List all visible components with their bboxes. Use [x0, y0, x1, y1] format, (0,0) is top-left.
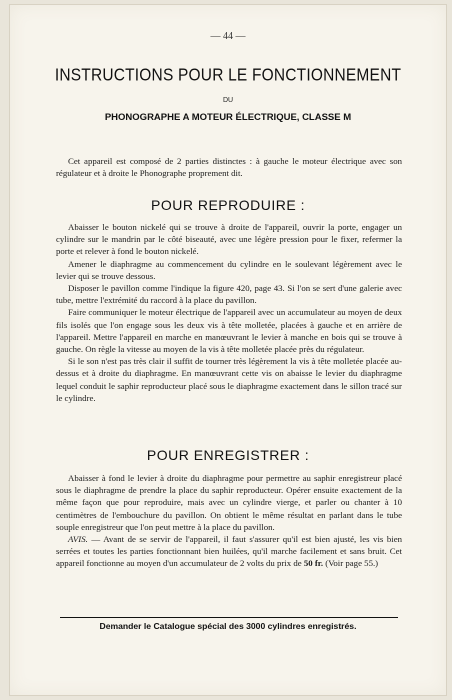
intro-block: [56, 155, 402, 179]
footer-divider: [60, 617, 398, 618]
avis-page-ref: (Voir page 55.): [323, 558, 379, 569]
title-connector: DU: [222, 97, 234, 104]
avis-paragraph: [56, 533, 402, 570]
avis-text: — Avant de se servir de l'appareil, il faut s'assurer qu'il est bien ajusté, les vis bien serrées et toutes les parties fonctionnant bien huilées, qu'il marche facilement et sans bruit. Cet appareil fonctionne au moyen d'un accumulateur de 2 volts du prix de: [56, 534, 402, 569]
heading-reproduire: POUR REPRODUIRE :: [151, 197, 305, 213]
avis-label: AVIS.: [68, 534, 88, 545]
reproduire-paragraph: Amener le diaphragme au commencement du cylindre en le soulevant légèrement avec le levier qui se trouve dessous.: [56, 258, 402, 281]
reproduire-paragraph: Abaisser le bouton nickelé qui se trouve à droite de l'appareil, ouvrir la porte, engager un cylindre sur le mandrin par le côté biseauté, avec une légère pression pour le fixer, refermer la porte et relever à fond le bouton nickelé.: [56, 222, 402, 257]
intro-paragraph: Cet appareil est composé de 2 parties distinctes : à gauche le moteur électrique avec son régulateur et à droite le Phonographe proprement dit.: [56, 156, 402, 179]
reproduire-paragraph: Si le son n'est pas très clair il suffit de tourner très légèrement la vis à tête molletée placée au-dessus et à droite du diaphragme. En manœuvrant cette vis on abaisse le levier du diaphragme lequel conduit le saphir reproducteur placé sous le diaphragme exactement dans le sillon tracé sur le cylindre.: [56, 356, 402, 403]
reproduire-paragraph: Faire communiquer le moteur électrique de l'appareil avec un accumulateur au moyen de deux fils isolés que l'on engage sous les deux vis à tête molletée, placées à gauche et en arrière de l'appareil. Mettre l'appareil en marche en manœuvrant le levier à manche en bois qui se trouve à gauche. On règle la vitesse au moyen de la vis à tête molletée placée près du régulateur.: [56, 307, 402, 355]
subtitle: PHONOGRAPHE A MOTEUR ÉLECTRIQUE, CLASSE M: [104, 112, 352, 123]
footer-note: Demander le Catalogue spécial des 3000 cylindres enregistrés.: [99, 621, 357, 631]
avis-price: 50 fr.: [303, 558, 324, 569]
reproduire-paragraph: Disposer le pavillon comme l'indique la figure 420, page 43. Si l'on se sert d'une galerie avec tube, mettre l'extrémité du raccord à la place du pavillon.: [56, 283, 402, 306]
page-number: — 44 —: [210, 31, 246, 42]
enregistrer-paragraph: Abaisser à fond le levier à droite du diaphragme pour permettre au saphir enregistreur placé sous le diaphragme de prendre la place du saphir reproducteur. Opérer ensuite exactement de la même façon que pour reproduire, mais avec un cylindre vierge, et parler ou chanter à 10 centimètres de l'embouchure du pavillon. On obtient le même résultat en parlant dans le tube souple enregistreur que l'on peut mettre à la place du pavillon.: [56, 473, 402, 532]
reproduire-block: [56, 221, 402, 404]
document-page: [9, 4, 447, 696]
enregistrer-block: [56, 472, 402, 570]
main-title: INSTRUCTIONS POUR LE FONCTIONNEMENT: [54, 65, 402, 86]
heading-enregistrer: POUR ENREGISTRER :: [146, 447, 310, 463]
